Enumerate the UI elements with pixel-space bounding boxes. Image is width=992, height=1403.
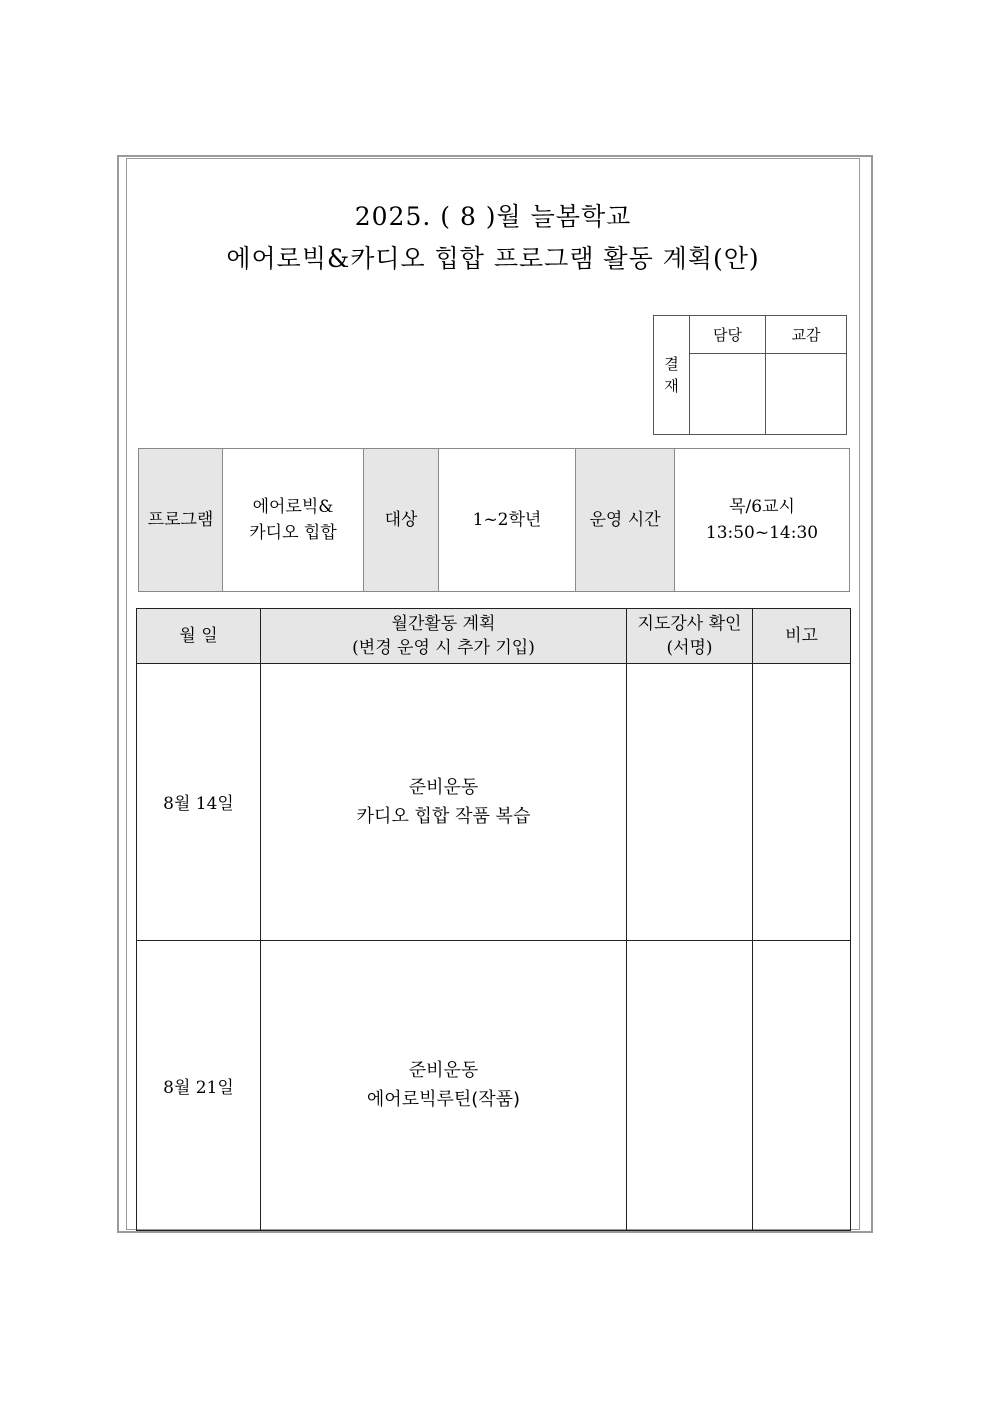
header-activity	[261, 609, 627, 664]
approval-side-label	[654, 316, 690, 435]
header-instructor-line-2: (서명)	[666, 638, 713, 659]
approval-box	[653, 315, 847, 435]
row-instructor-sign[interactable]	[627, 664, 753, 940]
monthly-plan-table	[136, 608, 851, 1231]
approval-side-label-1: 결	[664, 355, 679, 373]
row-activity-line-2: 카디오 힙합 작품 복습	[356, 805, 531, 827]
row-activity-line-2: 에어로빅루틴(작품)	[366, 1089, 521, 1111]
row-activity-line-1: 준비운동	[408, 776, 479, 798]
row-note[interactable]	[753, 940, 851, 1230]
approval-col-vice-principal: 교감	[766, 316, 847, 354]
row-activity	[261, 664, 627, 940]
program-value-line-2: 카디오 힙합	[249, 523, 337, 543]
row-date: 8월 14일	[137, 664, 261, 940]
row-activity-line-1: 준비운동	[408, 1060, 479, 1082]
approval-side-label-2: 재	[664, 377, 679, 395]
table-row	[137, 664, 851, 940]
time-value-line-1: 목/6교시	[729, 497, 795, 517]
header-instructor	[627, 609, 753, 664]
time-label: 운영 시간	[576, 449, 675, 592]
approval-sign-vice-principal[interactable]	[766, 354, 847, 435]
time-value	[675, 449, 850, 592]
program-info-table	[138, 448, 850, 592]
program-value	[223, 449, 364, 592]
plan-header-row	[137, 609, 851, 664]
row-date: 8월 21일	[137, 940, 261, 1230]
approval-col-manager: 담당	[690, 316, 766, 354]
header-instructor-line-1: 지도강사 확인	[637, 614, 742, 635]
header-note: 비고	[753, 609, 851, 664]
header-activity-line-2: (변경 운영 시 추가 기입)	[352, 638, 535, 659]
row-note[interactable]	[753, 664, 851, 940]
document-title-line-1: 2025. ( 8 )월 늘봄학교	[354, 202, 632, 231]
target-label: 대상	[364, 449, 439, 592]
program-label: 프로그램	[139, 449, 223, 592]
program-value-line-1: 에어로빅&	[252, 497, 334, 517]
row-activity	[261, 940, 627, 1230]
approval-sign-manager[interactable]	[690, 354, 766, 435]
header-date: 월 일	[137, 609, 261, 664]
time-value-line-2: 13:50~14:30	[705, 523, 819, 543]
table-row	[137, 940, 851, 1230]
document-title-line-2: 에어로빅&카디오 힙합 프로그램 활동 계획(안)	[226, 244, 760, 273]
target-value: 1~2학년	[439, 449, 576, 592]
row-instructor-sign[interactable]	[627, 940, 753, 1230]
header-activity-line-1: 월간활동 계획	[391, 614, 496, 635]
